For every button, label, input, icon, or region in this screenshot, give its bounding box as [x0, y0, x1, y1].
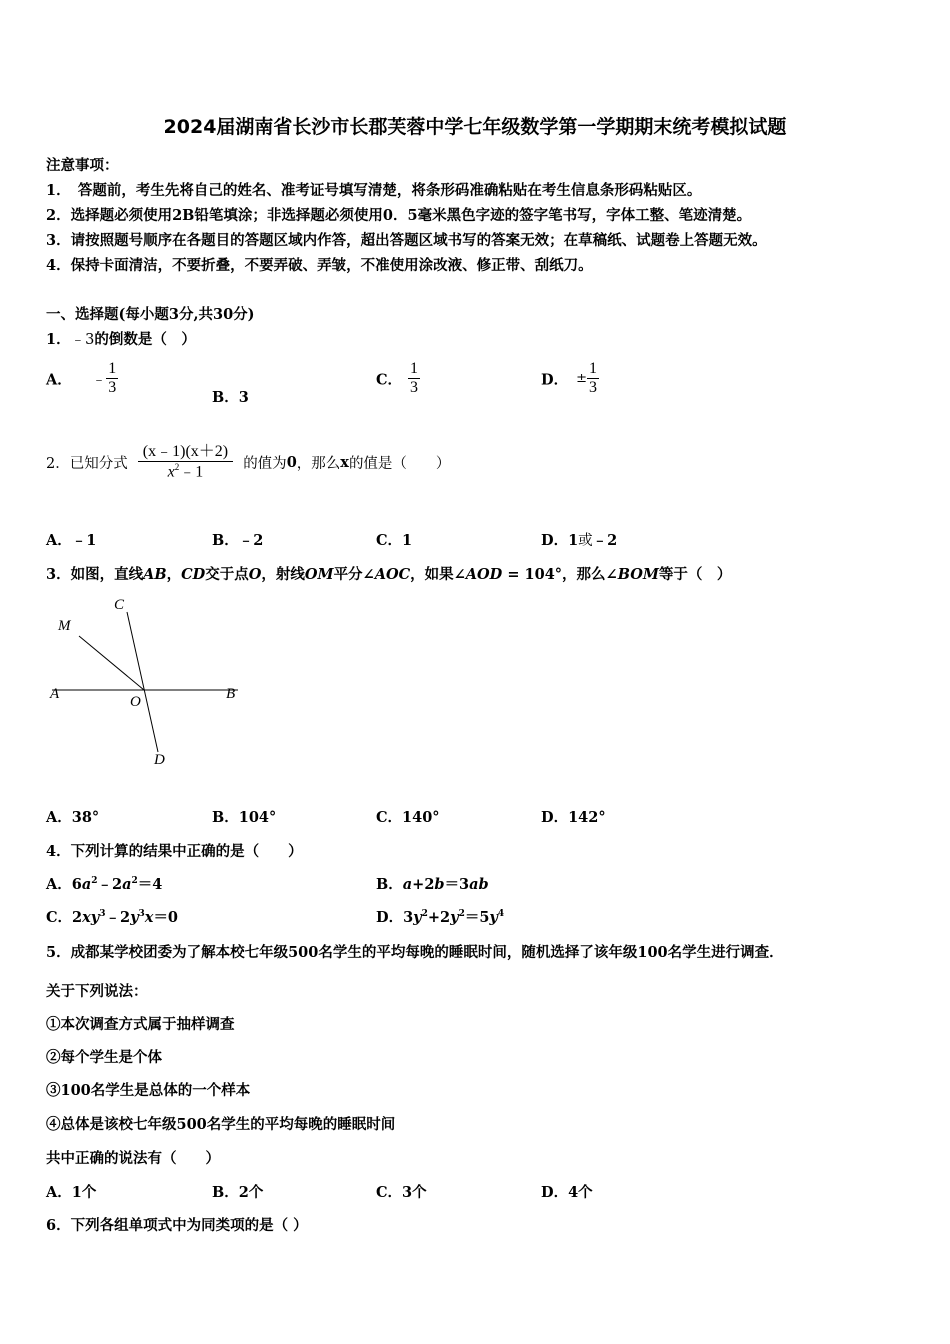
- q2-option-a: A．﹣1: [46, 532, 97, 549]
- q3-option-d: D．142°: [541, 809, 606, 826]
- q4-option-c: C．$2xy^3﹣2y^3x=0$: [46, 909, 179, 926]
- q5-statement-2: ②每个学生是个体: [46, 1049, 162, 1066]
- q4-option-b: B．a+2b＝3ab: [376, 876, 489, 893]
- q6-stem: 6．下列各组单项式中为同类项的是（ ）: [46, 1217, 308, 1234]
- q2-stem: 2．已知分式 $\frac{(x﹣1)(x+2)}{x^2﹣1}$ 的值为0，那么x的值是（ ）: [46, 443, 451, 481]
- q5-stem: 5．成都某学校团委为了解本校七年级500名学生的平均每晚的睡眠时间，随机选择了该年级100名学生进行调查．: [46, 944, 784, 961]
- label-m: M: [58, 618, 71, 634]
- q3-option-c: C．140°: [376, 809, 440, 826]
- q5-statement-3: ③100名学生是总体的一个样本: [46, 1082, 251, 1099]
- q2-option-d: D．1或﹣2: [541, 532, 618, 549]
- q5-statement-1: ①本次调查方式属于抽样调查: [46, 1016, 235, 1033]
- q1-option-c: C． $\frac{1}{3}$: [376, 360, 419, 397]
- label-d: D: [154, 752, 165, 768]
- q2-option-b: B．﹣2: [212, 532, 264, 549]
- section-heading: 一、选择题(每小题3分,共30分): [46, 306, 255, 323]
- label-a: A: [50, 686, 60, 702]
- notice-item-1: 1． 答题前，考生先将自己的姓名、准考证号填写清楚，将条形码准确粘贴在考生信息条形码粘贴区。: [46, 182, 702, 199]
- q4-option-a: A．$6a^2﹣2a^2=4$: [46, 876, 163, 893]
- q4-stem: 4．下列计算的结果中正确的是（ ）: [46, 843, 303, 860]
- notice-item-3: 3．请按照题号顺序在各题目的答题区域内作答，超出答题区域书写的答案无效；在草稿纸、试题卷上答题无效。: [46, 232, 767, 249]
- notice-item-2: 2．选择题必须使用2B铅笔填涂；非选择题必须使用0．5毫米黑色字迹的签字笔书写，字体工整、笔迹清楚。: [46, 207, 752, 224]
- q5-statement-4: ④总体是该校七年级500名学生的平均每晚的睡眠时间: [46, 1116, 396, 1133]
- q5-option-b: B．2个: [212, 1184, 264, 1201]
- notice-heading: 注意事项：: [46, 157, 119, 174]
- label-b: B: [226, 686, 236, 702]
- q1-option-a: A． ﹣ $\frac{1}{3}$: [46, 360, 117, 397]
- q4-option-d: D．$3y^2+2y^2=5y^4$: [376, 909, 505, 926]
- q3-stem: 3．如图，直线AB，CD交于点O，射线OM平分∠AOC，如果∠AOD = 104°，那么∠BOM等于（ ）: [46, 566, 732, 583]
- q5-option-c: C．3个: [376, 1184, 427, 1201]
- q3-option-b: B．104°: [212, 809, 277, 826]
- q3-option-a: A．38°: [46, 809, 100, 826]
- q5-intro: 关于下列说法：: [46, 983, 148, 1000]
- q2-option-c: C．1: [376, 532, 413, 549]
- q5-option-d: D．4个: [541, 1184, 593, 1201]
- notice-item-4: 4．保持卡面清洁，不要折叠，不要弄破、弄皱，不准使用涂改液、修正带、刮纸刀。: [46, 257, 593, 274]
- q1-option-d: D． ± $\frac{1}{3}$: [541, 360, 597, 397]
- line-cd: [127, 612, 158, 752]
- q3-figure: [40, 592, 260, 777]
- q5-ask: 共中正确的说法有（ ）: [46, 1150, 220, 1167]
- label-o: O: [130, 694, 141, 710]
- page-title: 2024届湖南省长沙市长郡芙蓉中学七年级数学第一学期期末统考模拟试题: [163, 116, 787, 138]
- label-c: C: [114, 597, 125, 613]
- q1-stem: 1．﹣3的倒数是（ ）: [46, 331, 196, 348]
- q5-option-a: A．1个: [46, 1184, 97, 1201]
- q1-option-b: B．3: [212, 389, 249, 406]
